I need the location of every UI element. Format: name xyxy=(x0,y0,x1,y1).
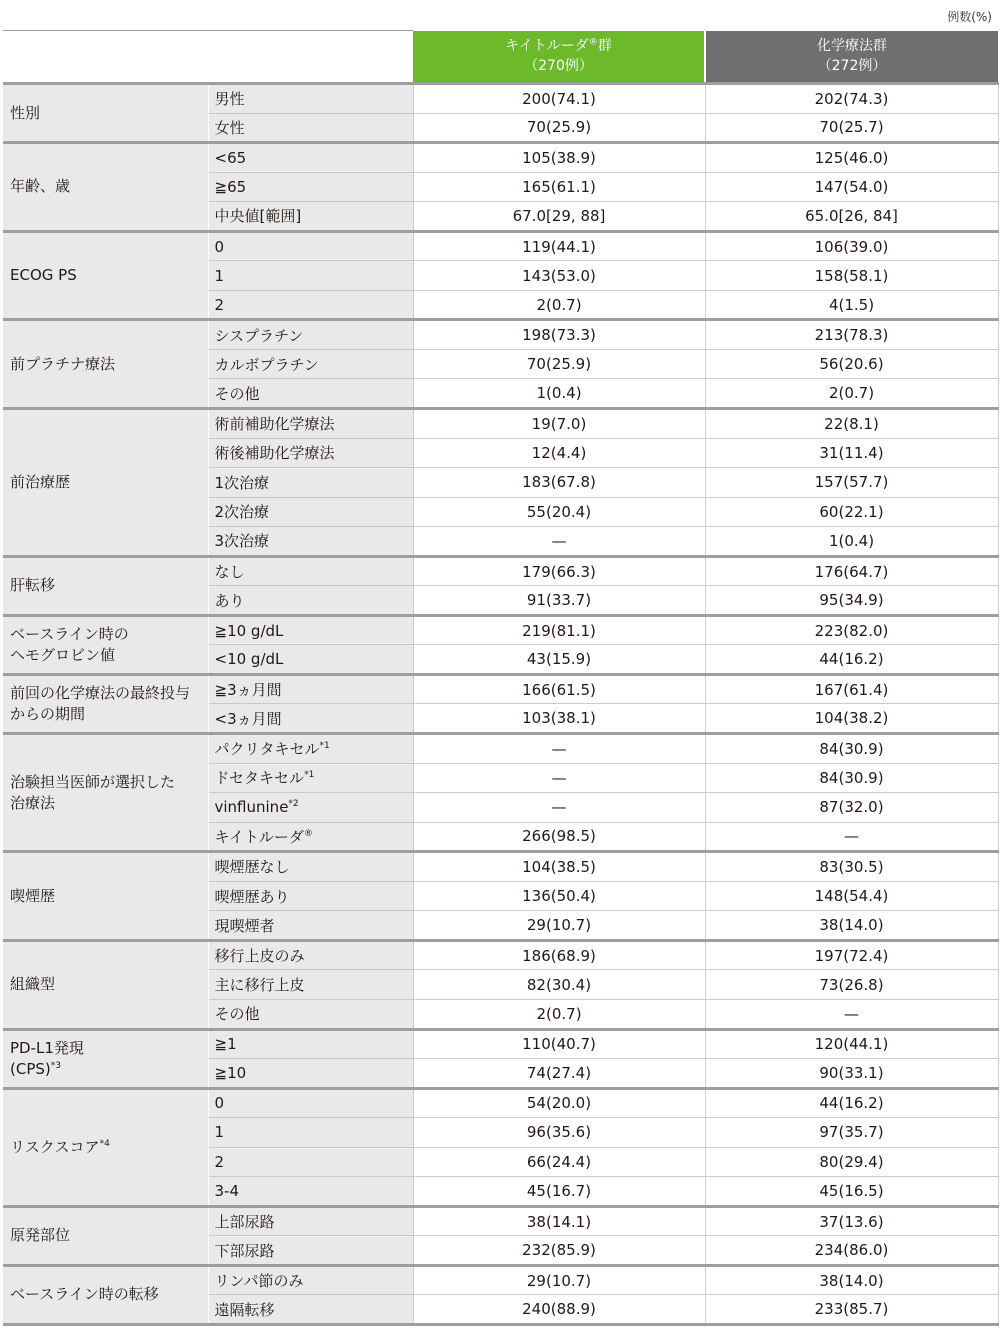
chemo-value-cell: 223(82.0) xyxy=(705,615,998,645)
category-label: ベースライン時の xyxy=(10,624,129,643)
subcategory-label: 下部尿路 xyxy=(214,1241,275,1260)
subcategory-label: キイトルーダ xyxy=(214,827,304,846)
table-row xyxy=(3,852,998,882)
subcategory-cell xyxy=(208,1118,413,1148)
table-row xyxy=(3,320,998,350)
category-label: 治療法 xyxy=(10,793,56,812)
subcategory-cell xyxy=(208,940,413,970)
subcategory-footnote-mark: *1 xyxy=(319,741,330,752)
subcategory-label: なし xyxy=(214,563,245,582)
category-label: 喫煙歴 xyxy=(10,886,56,905)
subcategory-label: 1次治療 xyxy=(214,473,270,492)
subcategory-label: <3ヵ月間 xyxy=(214,709,282,728)
keytruda-value-cell: 45(16.7) xyxy=(413,1177,705,1207)
subcategory-cell xyxy=(208,615,413,645)
keytruda-value-cell: 105(38.9) xyxy=(413,143,705,173)
category-cell xyxy=(3,84,208,143)
baseline-characteristics-table xyxy=(3,30,999,1326)
subcategory-label: パクリタキセル xyxy=(214,740,320,759)
keytruda-value-cell: 266(98.5) xyxy=(413,822,705,852)
category-label: 性別 xyxy=(10,103,41,122)
keytruda-value-cell: 110(40.7) xyxy=(413,1029,705,1059)
subcategory-label: 3-4 xyxy=(214,1182,239,1200)
chemo-value-cell: 84(30.9) xyxy=(705,734,998,764)
subcategory-cell xyxy=(208,852,413,882)
subcategory-label: 術後補助化学療法 xyxy=(214,444,335,463)
keytruda-value-cell: 219(81.1) xyxy=(413,615,705,645)
registered-mark: ® xyxy=(588,37,598,48)
chemo-value-cell: 44(16.2) xyxy=(705,1088,998,1118)
subcategory-cell xyxy=(208,379,413,409)
category-label: (CPS) xyxy=(10,1059,51,1078)
table-row xyxy=(3,1088,998,1118)
chemo-value-cell: 87(32.0) xyxy=(705,793,998,823)
keytruda-value-cell: 29(10.7) xyxy=(413,911,705,941)
chemo-value-cell: 80(29.4) xyxy=(705,1147,998,1177)
unit-label: 例数(%) xyxy=(947,10,992,24)
header-chemo-name: 化学療法群 xyxy=(817,38,887,55)
chemo-value-cell: — xyxy=(705,999,998,1029)
chemo-value-cell: 202(74.3) xyxy=(705,84,998,114)
subcategory-label: 喫煙歴あり xyxy=(214,887,290,906)
header-blank-cell xyxy=(3,31,413,84)
subcategory-cell xyxy=(208,320,413,350)
keytruda-value-cell: 200(74.1) xyxy=(413,84,705,114)
subcategory-cell xyxy=(208,793,413,823)
category-cell xyxy=(3,320,208,409)
header-chemo-count: （272例） xyxy=(817,58,887,75)
keytruda-value-cell: 136(50.4) xyxy=(413,881,705,911)
category-label: 治験担当医師が選択した xyxy=(10,772,176,791)
subcategory-label: ドセタキセル xyxy=(214,769,305,788)
chemo-value-cell: 233(85.7) xyxy=(705,1295,998,1325)
subcategory-cell xyxy=(208,734,413,764)
chemo-value-cell: 73(26.8) xyxy=(705,970,998,1000)
category-cell xyxy=(3,674,208,733)
keytruda-value-cell: 143(53.0) xyxy=(413,261,705,291)
subcategory-label: ≧10 g/dL xyxy=(214,621,284,640)
subcategory-label: 現喫煙者 xyxy=(214,916,275,935)
chemo-value-cell: 95(34.9) xyxy=(705,586,998,616)
subcategory-cell xyxy=(208,527,413,557)
keytruda-value-cell: 232(85.9) xyxy=(413,1236,705,1266)
subcategory-label: 女性 xyxy=(214,118,245,137)
chemo-value-cell: 234(86.0) xyxy=(705,1236,998,1266)
keytruda-value-cell: 165(61.1) xyxy=(413,172,705,202)
keytruda-value-cell: 103(38.1) xyxy=(413,704,705,734)
keytruda-value-cell: 166(61.5) xyxy=(413,674,705,704)
keytruda-value-cell: 2(0.7) xyxy=(413,290,705,320)
category-cell xyxy=(3,143,208,232)
chemo-value-cell: 60(22.1) xyxy=(705,497,998,527)
subcategory-cell xyxy=(208,1206,413,1236)
category-label: からの期間 xyxy=(10,704,86,723)
keytruda-value-cell: 70(25.9) xyxy=(413,349,705,379)
table-body xyxy=(3,84,998,1325)
category-cell xyxy=(3,556,208,615)
chemo-value-cell: 38(14.0) xyxy=(705,1265,998,1295)
keytruda-value-cell: 183(67.8) xyxy=(413,468,705,498)
table-row xyxy=(3,1265,998,1295)
subcategory-label: 中央値[範囲] xyxy=(214,207,302,226)
subcategory-label: 1 xyxy=(214,1123,225,1142)
subcategory-cell xyxy=(208,438,413,468)
table-row xyxy=(3,615,998,645)
subcategory-cell xyxy=(208,113,413,143)
chemo-value-cell: 44(16.2) xyxy=(705,645,998,675)
chemo-value-cell: 31(11.4) xyxy=(705,438,998,468)
category-label: 前回の化学療法の最終投与 xyxy=(10,683,191,702)
subcategory-cell xyxy=(208,556,413,586)
chemo-value-cell: 213(78.3) xyxy=(705,320,998,350)
keytruda-value-cell: 19(7.0) xyxy=(413,409,705,439)
subcategory-footnote-mark: *2 xyxy=(288,799,299,810)
subcategory-label: vinflunine xyxy=(214,798,289,817)
category-label: 組織型 xyxy=(10,975,56,994)
chemo-value-cell: 125(46.0) xyxy=(705,143,998,173)
keytruda-value-cell: 12(4.4) xyxy=(413,438,705,468)
subcategory-cell xyxy=(208,704,413,734)
keytruda-value-cell: 43(15.9) xyxy=(413,645,705,675)
subcategory-cell xyxy=(208,999,413,1029)
header-keytruda-suffix: 群 xyxy=(597,38,612,55)
header-keytruda-name: キイトルーダ xyxy=(505,38,589,55)
table-row xyxy=(3,556,998,586)
header-keytruda-group xyxy=(413,31,705,84)
keytruda-value-cell: 54(20.0) xyxy=(413,1088,705,1118)
category-label: PD-L1発現 xyxy=(10,1038,84,1057)
header-chemo-group xyxy=(705,31,998,84)
subcategory-cell xyxy=(208,911,413,941)
category-label: 原発部位 xyxy=(10,1226,71,1245)
chemo-value-cell: 37(13.6) xyxy=(705,1206,998,1236)
subcategory-cell xyxy=(208,1295,413,1325)
subcategory-label: カルボプラチン xyxy=(214,355,319,374)
category-cell xyxy=(3,734,208,852)
subcategory-cell xyxy=(208,1177,413,1207)
subcategory-label: 上部尿路 xyxy=(214,1213,275,1232)
keytruda-value-cell: — xyxy=(413,793,705,823)
chemo-value-cell: 83(30.5) xyxy=(705,852,998,882)
subcategory-label: 2次治療 xyxy=(214,503,270,522)
subcategory-cell xyxy=(208,231,413,261)
category-footnote-mark: *3 xyxy=(50,1060,61,1071)
subcategory-label: ≧10 xyxy=(214,1063,247,1082)
table-row xyxy=(3,674,998,704)
keytruda-value-cell: 104(38.5) xyxy=(413,852,705,882)
table-row xyxy=(3,734,998,764)
category-footnote-mark: *4 xyxy=(99,1138,110,1149)
category-label: 前治療歴 xyxy=(10,472,71,491)
chemo-value-cell: 157(57.7) xyxy=(705,468,998,498)
subcategory-label: その他 xyxy=(214,384,260,403)
chemo-value-cell: 176(64.7) xyxy=(705,556,998,586)
subcategory-label: リンパ節のみ xyxy=(214,1272,304,1291)
keytruda-value-cell: 66(24.4) xyxy=(413,1147,705,1177)
header-keytruda-count: （270例） xyxy=(524,58,593,75)
chemo-value-cell: 38(14.0) xyxy=(705,911,998,941)
subcategory-cell xyxy=(208,1029,413,1059)
chemo-value-cell: 45(16.5) xyxy=(705,1177,998,1207)
subcategory-label: あり xyxy=(214,591,245,610)
subcategory-cell xyxy=(208,261,413,291)
subcategory-label: 術前補助化学療法 xyxy=(214,415,335,434)
subcategory-cell xyxy=(208,172,413,202)
subcategory-cell xyxy=(208,822,413,852)
keytruda-value-cell: 29(10.7) xyxy=(413,1265,705,1295)
keytruda-value-cell: 55(20.4) xyxy=(413,497,705,527)
category-label: ECOG PS xyxy=(10,266,77,285)
table-row xyxy=(3,84,998,114)
subcategory-cell xyxy=(208,1265,413,1295)
subcategory-label: シスプラチン xyxy=(214,326,304,345)
keytruda-value-cell: 74(27.4) xyxy=(413,1059,705,1089)
chemo-value-cell: 65.0[26, 84] xyxy=(705,202,998,232)
subcategory-cell xyxy=(208,763,413,793)
subcategory-label: 2 xyxy=(214,295,225,314)
category-label: ヘモグロビン値 xyxy=(10,645,116,664)
category-cell xyxy=(3,1029,208,1088)
table-row xyxy=(3,1206,998,1236)
chemo-value-cell: 22(8.1) xyxy=(705,409,998,439)
keytruda-value-cell: 240(88.9) xyxy=(413,1295,705,1325)
chemo-value-cell: 148(54.4) xyxy=(705,881,998,911)
category-label: 前プラチナ療法 xyxy=(10,354,116,373)
category-label: リスクスコア xyxy=(10,1137,100,1156)
category-label: 肝転移 xyxy=(10,576,56,595)
keytruda-value-cell: 179(66.3) xyxy=(413,556,705,586)
subcategory-cell xyxy=(208,1059,413,1089)
chemo-value-cell: 120(44.1) xyxy=(705,1029,998,1059)
category-cell xyxy=(3,1265,208,1324)
subcategory-cell xyxy=(208,586,413,616)
subcategory-label: ≧65 xyxy=(214,177,247,196)
subcategory-cell xyxy=(208,84,413,114)
subcategory-label: <65 xyxy=(214,148,247,167)
chemo-value-cell: 56(20.6) xyxy=(705,349,998,379)
table-row xyxy=(3,1029,998,1059)
table-header-row xyxy=(3,31,998,84)
chemo-value-cell: 90(33.1) xyxy=(705,1059,998,1089)
category-cell xyxy=(3,852,208,941)
chemo-value-cell: 97(35.7) xyxy=(705,1118,998,1148)
chemo-value-cell: 167(61.4) xyxy=(705,674,998,704)
keytruda-value-cell: — xyxy=(413,734,705,764)
subcategory-label: <10 g/dL xyxy=(214,650,284,669)
subcategory-label: 0 xyxy=(214,237,225,256)
chemo-value-cell: 84(30.9) xyxy=(705,763,998,793)
subcategory-cell xyxy=(208,970,413,1000)
keytruda-value-cell: 186(68.9) xyxy=(413,940,705,970)
chemo-value-cell: 1(0.4) xyxy=(705,527,998,557)
chemo-value-cell: 104(38.2) xyxy=(705,704,998,734)
keytruda-value-cell: 67.0[29, 88] xyxy=(413,202,705,232)
table-row xyxy=(3,231,998,261)
subcategory-label: 喫煙歴なし xyxy=(214,858,290,877)
keytruda-value-cell: 119(44.1) xyxy=(413,231,705,261)
subcategory-label: 3次治療 xyxy=(214,532,270,551)
subcategory-label: 1 xyxy=(214,266,225,285)
category-cell xyxy=(3,231,208,320)
subcategory-cell xyxy=(208,409,413,439)
subcategory-label: 男性 xyxy=(214,90,245,109)
subcategory-label: 0 xyxy=(214,1094,225,1113)
chemo-value-cell: 158(58.1) xyxy=(705,261,998,291)
subcategory-cell xyxy=(208,202,413,232)
subcategory-footnote-mark: *1 xyxy=(304,770,315,781)
chemo-value-cell: 106(39.0) xyxy=(705,231,998,261)
chemo-value-cell: 197(72.4) xyxy=(705,940,998,970)
chemo-value-cell: 2(0.7) xyxy=(705,379,998,409)
table-row xyxy=(3,940,998,970)
subcategory-label: 遠隔転移 xyxy=(214,1300,275,1319)
chemo-value-cell: 4(1.5) xyxy=(705,290,998,320)
keytruda-value-cell: 1(0.4) xyxy=(413,379,705,409)
table-row xyxy=(3,409,998,439)
subcategory-cell xyxy=(208,645,413,675)
subcategory-cell xyxy=(208,290,413,320)
subcategory-cell xyxy=(208,881,413,911)
subcategory-cell xyxy=(208,468,413,498)
category-cell xyxy=(3,615,208,674)
category-label: ベースライン時の転移 xyxy=(10,1285,159,1304)
subcategory-cell xyxy=(208,674,413,704)
chemo-value-cell: 147(54.0) xyxy=(705,172,998,202)
keytruda-value-cell: 82(30.4) xyxy=(413,970,705,1000)
subcategory-label: 主に移行上皮 xyxy=(214,976,305,995)
subcategory-cell xyxy=(208,497,413,527)
keytruda-value-cell: 38(14.1) xyxy=(413,1206,705,1236)
category-label: 年齢、歳 xyxy=(10,177,71,196)
category-cell xyxy=(3,1088,208,1206)
category-cell xyxy=(3,940,208,1029)
subcategory-cell xyxy=(208,1147,413,1177)
keytruda-value-cell: — xyxy=(413,527,705,557)
keytruda-value-cell: 91(33.7) xyxy=(413,586,705,616)
subcategory-label: その他 xyxy=(214,1005,260,1024)
keytruda-value-cell: 2(0.7) xyxy=(413,999,705,1029)
keytruda-value-cell: — xyxy=(413,763,705,793)
category-cell xyxy=(3,409,208,557)
keytruda-value-cell: 96(35.6) xyxy=(413,1118,705,1148)
table-row xyxy=(3,143,998,173)
subcategory-cell xyxy=(208,349,413,379)
chemo-value-cell: — xyxy=(705,822,998,852)
subcategory-cell xyxy=(208,1088,413,1118)
subcategory-cell xyxy=(208,143,413,173)
subcategory-label: ≧1 xyxy=(214,1035,237,1054)
category-cell xyxy=(3,1206,208,1265)
subcategory-label: 移行上皮のみ xyxy=(214,947,305,966)
subcategory-label: ≧3ヵ月間 xyxy=(214,681,282,700)
chemo-value-cell: 70(25.7) xyxy=(705,113,998,143)
subcategory-label: 2 xyxy=(214,1152,225,1171)
keytruda-value-cell: 70(25.9) xyxy=(413,113,705,143)
keytruda-value-cell: 198(73.3) xyxy=(413,320,705,350)
subcategory-cell xyxy=(208,1236,413,1266)
subcategory-footnote-mark: ® xyxy=(303,828,313,839)
